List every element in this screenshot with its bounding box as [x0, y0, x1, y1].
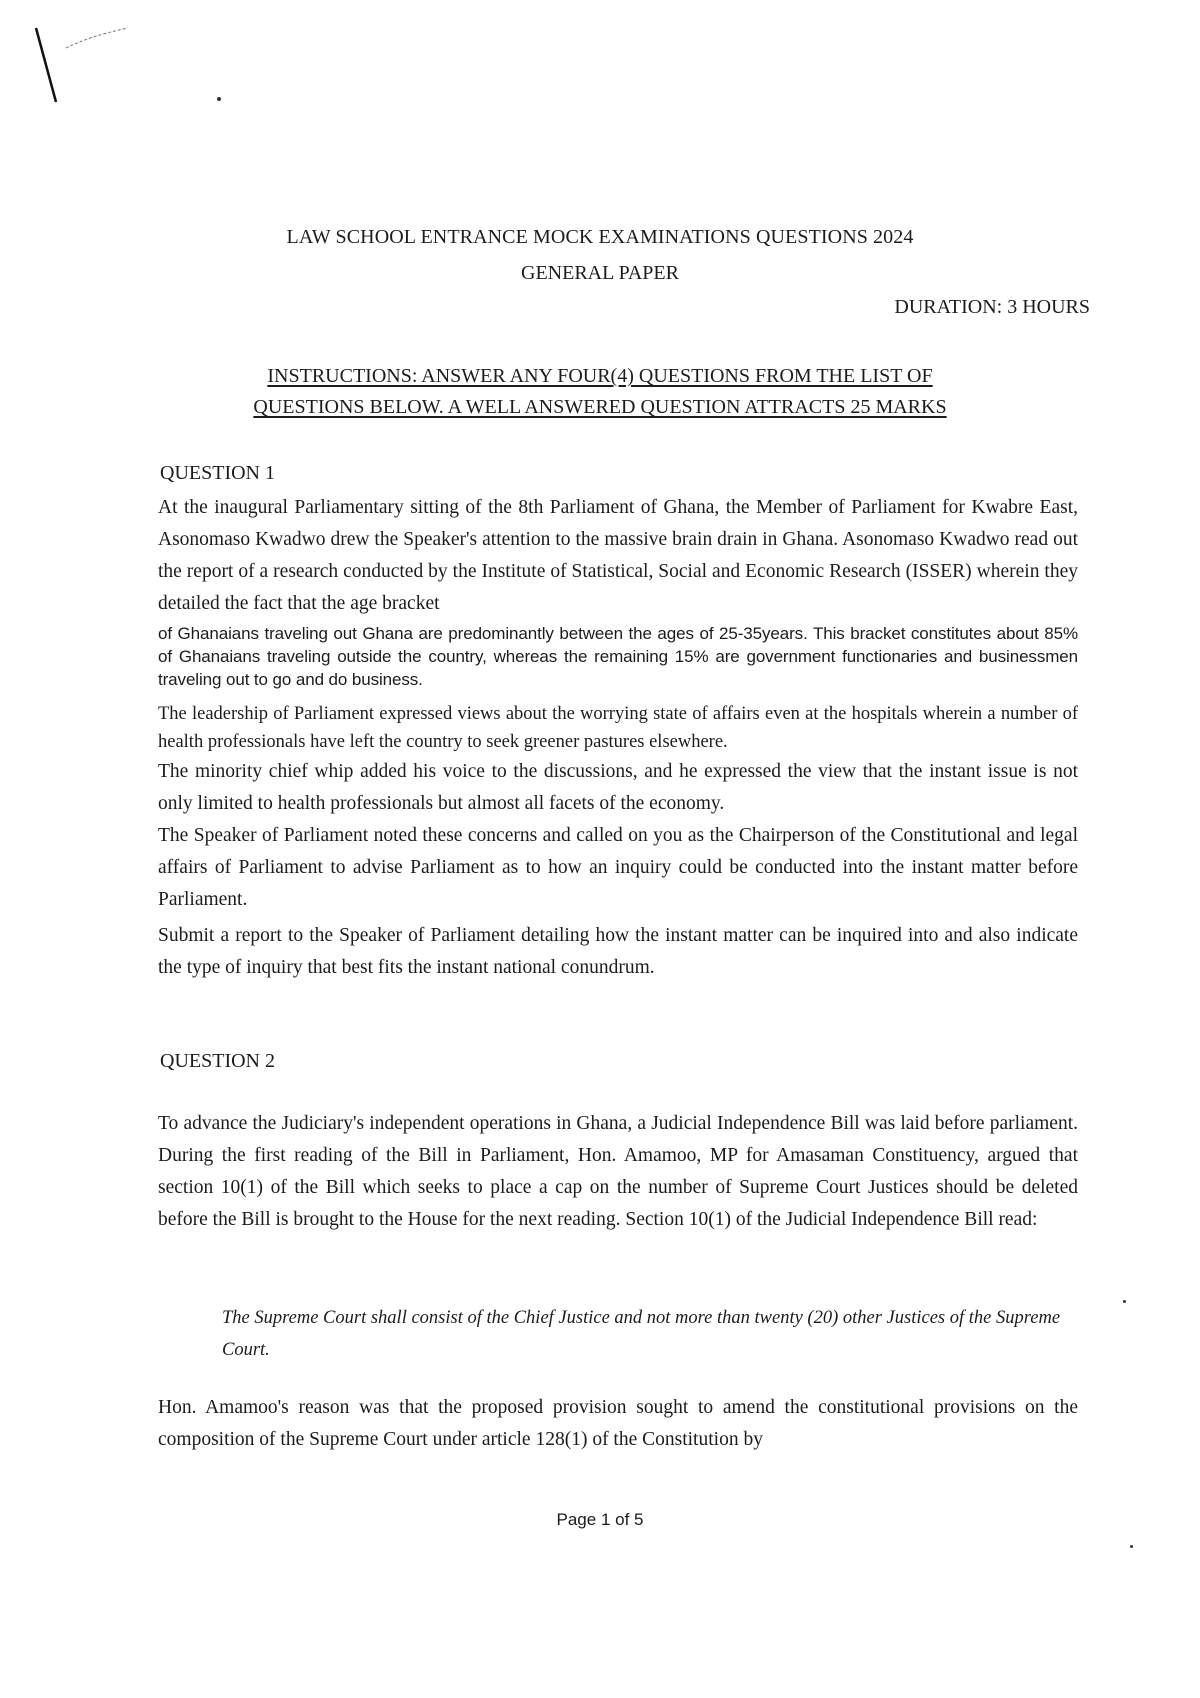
section-10-quote: The Supreme Court shall consist of the Chief Justice and not more than twenty (20) other Justices of the Supreme Court.: [222, 1308, 1061, 1360]
scan-speck: [217, 97, 221, 101]
question-1-heading: QUESTION 1: [160, 462, 275, 484]
question-1-paragraph: The Speaker of Parliament noted these concerns and called on you as the Chairperson of the Constitutional and legal affairs of Parliament to advise Parliament as to how an inquiry could be conducted into the instant matter before Parliament.: [158, 825, 1078, 910]
question-1-paragraph: of Ghanaians traveling out Ghana are predominantly between the ages of 25-35years. This bracket constitutes about 85% of Ghanaians traveling outside the country, whereas the remaining 15% are government functionaries and businessmen traveling out to go and do business.: [158, 624, 1078, 689]
pen-stroke-mark: [0, 0, 160, 120]
question-1-paragraph: The leadership of Parliament expressed views about the worrying state of affairs even at the hospitals wherein a number of health professionals have left the country to seek greener pastures elsewhere.: [158, 704, 1078, 752]
question-2-paragraph: Hon. Amamoo's reason was that the proposed provision sought to amend the constitutional provisions on the composition of the Supreme Court under article 128(1) of the Constitution by: [158, 1397, 1078, 1450]
duration-label: DURATION: 3 HOURS: [894, 296, 1090, 318]
instructions-line-1: INSTRUCTIONS: ANSWER ANY FOUR(4) QUESTIONS FROM THE LIST OF: [267, 365, 933, 387]
page-number: Page 1 of 5: [556, 1510, 644, 1529]
question-1-paragraph: Submit a report to the Speaker of Parliament detailing how the instant matter can be inquired into and also indicate the type of inquiry that best fits the instant national conundrum.: [158, 925, 1078, 978]
question-2-heading: QUESTION 2: [160, 1050, 275, 1072]
paper-subtitle: GENERAL PAPER: [521, 262, 679, 284]
exam-title: LAW SCHOOL ENTRANCE MOCK EXAMINATIONS QUESTIONS 2024: [286, 226, 914, 248]
question-1-paragraph: The minority chief whip added his voice to the discussions, and he expressed the view that the instant issue is not only limited to health professionals but almost all facets of the economy.: [158, 761, 1078, 814]
question-2-paragraph: To advance the Judiciary's independent operations in Ghana, a Judicial Independence Bill was laid before parliament. During the first reading of the Bill in Parliament, Hon. Amamoo, MP for Amasaman Constituency, argued that section 10(1) of the Bill which seeks to place a cap on the number of Supreme Court Justices should be deleted before the Bill is brought to the House for the next reading. Section 10(1) of the Judicial Independence Bill read:: [158, 1113, 1078, 1230]
instructions: [140, 361, 1060, 423]
scan-speck: [1123, 1300, 1126, 1303]
question-1-paragraph: At the inaugural Parliamentary sitting of the 8th Parliament of Ghana, the Member of Parliament for Kwabre East, Asonomaso Kwadwo drew the Speaker's attention to the massive brain drain in Ghana. Asonomaso Kwadwo read out the report of a research conducted by the Institute of Statistical, Social and Economic Research (ISSER) wherein they detailed the fact that the age bracket: [158, 497, 1078, 614]
scan-speck: [1130, 1545, 1133, 1548]
instructions-line-2: QUESTIONS BELOW. A WELL ANSWERED QUESTION ATTRACTS 25 MARKS: [253, 396, 947, 418]
